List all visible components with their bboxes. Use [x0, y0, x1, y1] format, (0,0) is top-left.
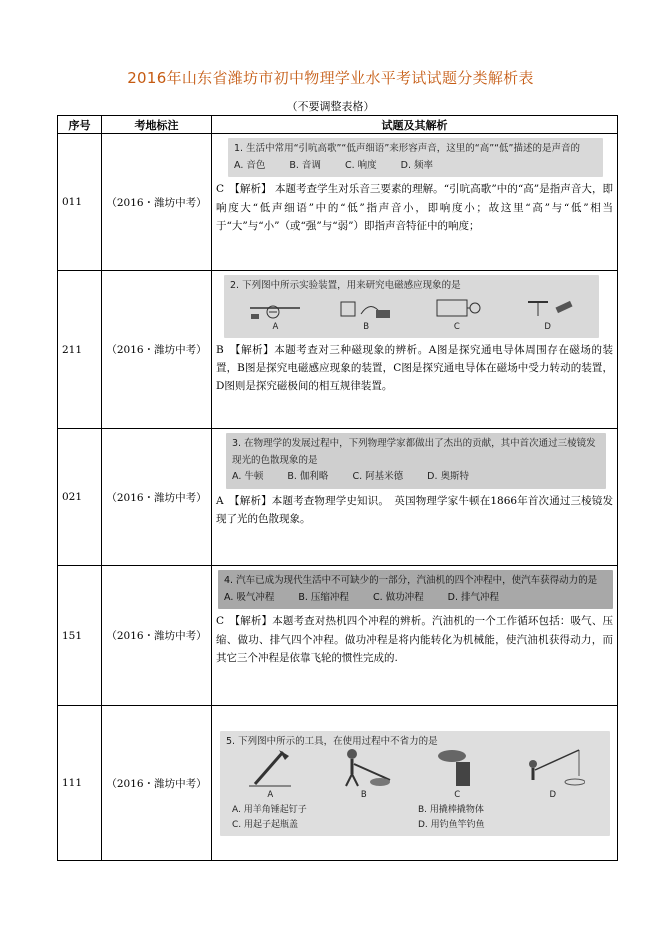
- analysis-text: C 【解析】本题考查对热机四个冲程的辨析。汽油机的一个工作循环包括：吸气、压缩、做功、排气四个冲程。做功冲程是将内能转化为机械能，使汽油机获得动力，而其它三个冲程是依靠飞轮的惯性完成的.: [216, 615, 613, 664]
- figure-a: [245, 746, 295, 803]
- figure-label: C: [454, 789, 461, 800]
- row-tag: （2016・潍坊中考）: [102, 429, 212, 566]
- option-item: C. 做功冲程: [372, 591, 424, 603]
- row-content: [212, 134, 618, 271]
- question-scan: [228, 138, 603, 177]
- row-content: [212, 566, 618, 706]
- option-item: C. 阿基米德: [352, 471, 404, 483]
- magnet-coil-diagram: [336, 294, 396, 320]
- table-row: [58, 706, 618, 861]
- row-seq: 111: [58, 706, 102, 861]
- question-scan: [220, 731, 610, 836]
- option-list: [234, 158, 597, 175]
- option-item: A. 吸气冲程: [224, 591, 275, 603]
- figure-b: [336, 294, 396, 335]
- fishing-rod-icon: [521, 746, 585, 788]
- option-item: A. 用羊角锤起钉子: [232, 804, 307, 815]
- question-text: 1. 生活中常用“引吭高歌”“低声细语”来形容声音，这里的“高”“低”描述的是声音的: [234, 143, 580, 154]
- table-row: [58, 429, 618, 566]
- row-seq: 021: [58, 429, 102, 566]
- analysis-text: B 【解析】本题考查对三种磁现象的辨析。A图是探究通电导体周围存在磁场的装置，B图是探究电磁感应现象的装置，C图是探究通电导体在磁场中受力转动的装置，D图则是探究磁极间的相互规律装置。: [216, 343, 613, 393]
- question-scan: [218, 570, 613, 609]
- option-list: [226, 803, 604, 834]
- row-seq: 011: [58, 134, 102, 271]
- page-title: 2016年山东省潍坊市初中物理学业水平考试试题分类解析表: [127, 69, 534, 87]
- bottle-opener-icon: [432, 746, 482, 788]
- option-item: D. 排气冲程: [447, 591, 499, 603]
- option-item: B. 压缩冲程: [298, 591, 349, 603]
- figure-label: D: [549, 789, 557, 800]
- header-content: 试题及其解析: [212, 116, 618, 134]
- figure-label: D: [544, 321, 551, 332]
- header-tag: 考地标注: [102, 116, 212, 134]
- question-text: 2. 下列图中所示实验装置，用来研究电磁感应现象的是: [230, 280, 461, 291]
- figure-d: [521, 746, 585, 803]
- option-item: B. 伽利略: [287, 471, 329, 483]
- crowbar-person-icon: [334, 746, 394, 788]
- table-header-row: [58, 116, 618, 134]
- option-item: D. 用钓鱼竿钓鱼: [418, 819, 485, 830]
- header-seq: 序号: [58, 116, 102, 134]
- row-content: [212, 706, 618, 861]
- figure-d: [518, 294, 578, 335]
- motor-diagram: [427, 294, 487, 320]
- question-text: 3. 在物理学的发展过程中，下列物理学家都做出了杰出的贡献，其中首次通过三棱镜发现光的色散现象的是: [232, 438, 596, 466]
- row-seq: 151: [58, 566, 102, 706]
- figure-label: C: [453, 321, 460, 332]
- option-item: C. 响度: [344, 159, 377, 171]
- figure-label: A: [267, 789, 274, 800]
- claw-hammer-icon: [245, 746, 295, 788]
- figure-b: [334, 746, 394, 803]
- figure-c: [432, 746, 482, 803]
- figure-row: [230, 295, 593, 335]
- question-text: 4. 汽车已成为现代生活中不可缺少的一部分，汽油机的四个冲程中，使汽车获得动力的是: [224, 575, 598, 586]
- wire-compass-diagram: [245, 294, 305, 320]
- analysis-text: C 【解析】 本题考查学生对乐音三要素的理解。“引吭高歌”中的“高”是指声音大，即响度大“低声细语”中的“低”指声音小，即响度小；故这里“高”与“低”相当于“大”与“小”（或“强”与“弱”）即指声音特征中的响度；: [216, 183, 613, 232]
- row-content: [212, 429, 618, 566]
- figure-c: [427, 294, 487, 335]
- figure-label: A: [272, 321, 279, 332]
- figure-label: B: [363, 321, 370, 332]
- option-item: D. 频率: [400, 159, 433, 171]
- row-tag: （2016・潍坊中考）: [102, 706, 212, 861]
- analysis-text: A 【解析】本题考查物理学史知识。 英国物理学家牛顿在1866年首次通过三棱镜发现了光的色散现象。: [216, 494, 613, 526]
- option-list: [224, 590, 607, 607]
- figure-label: B: [360, 789, 367, 800]
- question-scan: [224, 275, 599, 338]
- question-scan: [226, 433, 606, 489]
- question-text: 5. 下列图中所示的工具，在使用过程中不省力的是: [226, 735, 438, 747]
- row-seq: 211: [58, 271, 102, 429]
- page-subtitle: （不要调整表格）: [286, 100, 375, 113]
- table-row: [58, 271, 618, 429]
- option-list: [232, 469, 600, 486]
- option-item: C. 用起子起瓶盖: [232, 819, 299, 830]
- option-item: B. 用撬棒撬物体: [418, 804, 484, 815]
- row-tag: （2016・潍坊中考）: [102, 271, 212, 429]
- figure-row: [226, 751, 604, 803]
- row-content: [212, 271, 618, 429]
- option-item: D. 奥斯特: [427, 471, 469, 483]
- table-row: [58, 566, 618, 706]
- table-row: [58, 134, 618, 271]
- row-tag: （2016・潍坊中考）: [102, 566, 212, 706]
- option-item: B. 音调: [289, 159, 321, 171]
- row-tag: （2016・潍坊中考）: [102, 134, 212, 271]
- magnet-needle-diagram: [518, 294, 578, 320]
- option-item: A. 牛顿: [232, 471, 264, 483]
- question-table: [57, 115, 618, 861]
- option-item: A. 音色: [234, 159, 266, 171]
- figure-a: [245, 294, 305, 335]
